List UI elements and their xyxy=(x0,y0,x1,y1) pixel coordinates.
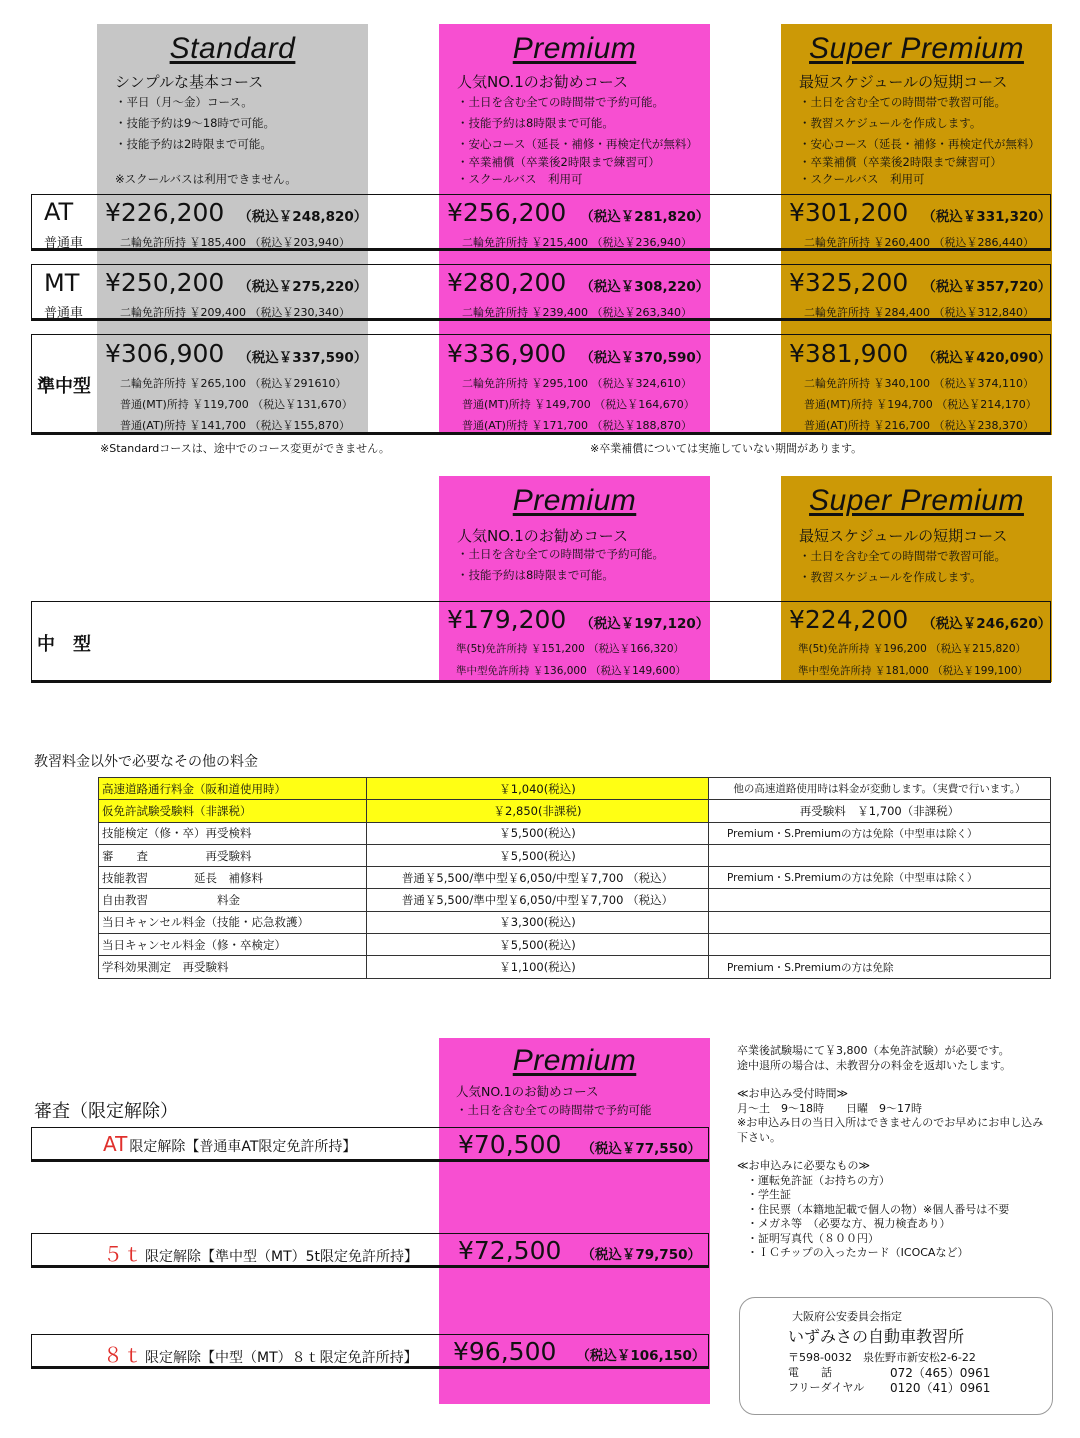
table-row: 高速道路通行料金（阪和道使用時） ￥1,040(税込) 他の高速道路使用時は料金が変動します。（実費で行います。） xyxy=(99,778,1051,800)
limit-label: ５ｔ 限定解除【準中型（MT）5t限定免許所持】 xyxy=(103,1242,419,1266)
course-desc: 人気NO.1のお勧めコース xyxy=(457,527,628,545)
course-bullet: ・安心コース（延長・補修・再検定代が無料） xyxy=(799,137,1040,151)
price-sub: 普通(AT)所持 ￥141,700 （税込￥155,870） xyxy=(120,419,350,432)
price-sub: 二輪免許所持 ￥260,400 （税込￥286,440） xyxy=(804,236,1034,249)
course-desc: 人気NO.1のお勧めコース xyxy=(457,73,628,91)
course-title: Premium xyxy=(512,484,637,517)
price-super-medium: ¥224,200 （税込￥246,620） xyxy=(789,605,1052,634)
school-tel-label: 電 話 xyxy=(788,1366,832,1379)
info-block: 卒業後試験場にて￥3,800（本免許試験）が必要です。 途中退所の場合は、未教習分の料金を返却いたします。 ≪お申込み受付時間≫ 月～土 9～18時 日曜 9～17時 ※お申込み日の当日入所はできませんのでお早めにお申し込み 下さい。 ≪お申込みに必要なもの≫ ・運転免許証（お持ちの方） ・学生証 ・住民票（本籍地記載で個人の物）※個人番号は不要 ・メガネ等 （必要な方、視力検査あり） ・証明写真代（８００円） ・ＩＣチップの入ったカード（ICOCAなど） xyxy=(737,1044,1044,1259)
course-note: ※スクールバスは利用できません。 xyxy=(115,172,297,186)
school-designation: 大阪府公安委員会指定 xyxy=(792,1310,902,1323)
price-sub: 普通(MT)所持 ￥149,700 （税込￥164,670） xyxy=(462,398,695,411)
limit-premium-header xyxy=(439,1038,710,1128)
table-row: 学科効果測定 再受験料 ￥1,100(税込) Premium・S.Premiumの方は免除 xyxy=(99,956,1051,978)
school-free-label: フリーダイヤル xyxy=(788,1381,865,1394)
course-title: Premium xyxy=(512,1044,637,1077)
course-bullet: ・土日を含む全ての時間帯で予約可能。 xyxy=(457,547,664,561)
course-bullet: ・土日を含む全ての時間帯で予約可能。 xyxy=(457,95,664,109)
limit-price-8t: ¥96,500 （税込￥106,150） xyxy=(453,1337,706,1366)
course-bullet: ・技能予約は9～18時で可能。 xyxy=(115,116,275,130)
medium-super-header xyxy=(781,476,1052,601)
price-standard-mt: ¥250,200 （税込￥275,220） xyxy=(105,268,368,297)
course-bullet: ・技能予約は2時限まで可能。 xyxy=(115,137,272,151)
row-label: AT xyxy=(44,198,74,226)
course-desc: シンプルな基本コース xyxy=(115,73,264,91)
course-bullet: ・土日を含む全ての時間帯で教習可能。 xyxy=(799,95,1006,109)
price-sub: 準(5t)免許所持 ￥196,200 （税込￥215,820） xyxy=(798,643,1027,655)
row-sublabel: 普通車 xyxy=(44,306,84,321)
price-sub: 普通(AT)所持 ￥216,700 （税込￥238,370） xyxy=(804,419,1034,432)
price-sub: 二輪免許所持 ￥265,100 （税込￥291610） xyxy=(120,377,347,390)
course-bullet: ・土日を含む全ての時間帯で予約可能 xyxy=(456,1103,652,1117)
limit-heading: 審査（限定解除） xyxy=(34,1101,178,1122)
course-bullet: ・教習スケジュールを作成します。 xyxy=(799,116,982,130)
price-super-mt: ¥325,200 （税込￥357,720） xyxy=(789,268,1052,297)
course-title: Standard xyxy=(169,32,296,65)
course-bullet: ・技能予約は8時限まで可能。 xyxy=(457,568,614,582)
fees-table xyxy=(98,777,1051,979)
super-premium-header xyxy=(781,24,1052,194)
course-bullet: ・スクールバス 利用可 xyxy=(799,172,925,186)
table-row: 自由教習 料金 普通￥5,500/準中型￥6,050/中型￥7,700 （税込） xyxy=(99,889,1051,911)
course-desc: 最短スケジュールの短期コース xyxy=(799,527,1008,545)
course-bullet: ・技能予約は8時限まで可能。 xyxy=(457,116,614,130)
price-standard-at: ¥226,200 （税込￥248,820） xyxy=(105,198,368,227)
price-sub: 普通(MT)所持 ￥119,700 （税込￥131,670） xyxy=(120,398,353,411)
medium-premium-header xyxy=(439,476,710,601)
price-sub: 二輪免許所持 ￥215,400 （税込￥236,940） xyxy=(462,236,692,249)
row-label: MT xyxy=(44,269,80,297)
course-bullet: ・安心コース（延長・補修・再検定代が無料） xyxy=(457,137,698,151)
course-title: Super Premium xyxy=(809,484,1024,517)
price-sub: 二輪免許所持 ￥185,400 （税込￥203,940） xyxy=(120,236,350,249)
price-sub: 二輪免許所持 ￥284,400 （税込￥312,840） xyxy=(804,306,1034,319)
price-sub: 準中型免許所持 ￥181,000 （税込￥199,100） xyxy=(798,665,1029,677)
school-address: 〒598-0032 泉佐野市新安松2-6-22 xyxy=(788,1351,976,1364)
table-row: 技能検定（修・卒）再受検料 ￥5,500(税込) Premium・S.Premiumの方は免除（中型車は除く） xyxy=(99,822,1051,844)
price-sub: 二輪免許所持 ￥239,400 （税込￥263,340） xyxy=(462,306,692,319)
fees-title: 教習料金以外で必要なその他の料金 xyxy=(34,754,258,770)
course-title: Premium xyxy=(512,32,637,65)
price-sub: 準(5t)免許所持 ￥151,200 （税込￥166,320） xyxy=(456,643,685,655)
price-sub: 二輪免許所持 ￥295,100 （税込￥324,610） xyxy=(462,377,692,390)
course-desc: 人気NO.1のお勧めコース xyxy=(456,1084,599,1099)
limit-label: AT 限定解除【普通車AT限定免許所持】 xyxy=(103,1132,357,1156)
limit-label: ８ｔ 限定解除【中型（MT）８ｔ限定免許所持】 xyxy=(103,1343,418,1367)
price-sub: 二輪免許所持 ￥340,100 （税込￥374,110） xyxy=(804,377,1034,390)
standard-header xyxy=(97,24,368,194)
premium-header xyxy=(439,24,710,194)
school-free[interactable]: 0120（41）0961 xyxy=(890,1381,991,1395)
course-bullet: ・平日（月～金）コース。 xyxy=(115,95,253,109)
row-label: 中 型 xyxy=(37,634,91,655)
table-row: 仮免許試験受験料（非課税） ￥2,850(非課税) 再受験料 ￥1,700（非課税） xyxy=(99,800,1051,822)
course-bullet: ・スクールバス 利用可 xyxy=(457,172,583,186)
price-standard-semi: ¥306,900 （税込￥337,590） xyxy=(105,339,368,368)
table-row: 当日キャンセル料金（修・卒検定） ￥5,500(税込) xyxy=(99,934,1051,956)
table-row: 審 査 再受験料 ￥5,500(税込) xyxy=(99,844,1051,866)
price-premium-semi: ¥336,900 （税込￥370,590） xyxy=(447,339,710,368)
price-sub: 準中型免許所持 ￥136,000 （税込￥149,600） xyxy=(456,665,687,677)
course-bullet: ・教習スケジュールを作成します。 xyxy=(799,570,982,584)
price-super-semi: ¥381,900 （税込￥420,090） xyxy=(789,339,1052,368)
course-bullet: ・土日を含む全ての時間帯で教習可能。 xyxy=(799,549,1006,563)
row-label: 準中型 xyxy=(37,376,91,397)
row-sublabel: 普通車 xyxy=(44,236,84,251)
price-premium-at: ¥256,200 （税込￥281,820） xyxy=(447,198,710,227)
school-tel[interactable]: 072（465）0961 xyxy=(890,1366,991,1380)
course-bullet: ・卒業補償（卒業後2時限まで練習可） xyxy=(799,155,1002,169)
price-premium-mt: ¥280,200 （税込￥308,220） xyxy=(447,268,710,297)
price-super-at: ¥301,200 （税込￥331,320） xyxy=(789,198,1052,227)
price-sub: 二輪免許所持 ￥209,400 （税込￥230,340） xyxy=(120,306,350,319)
price-sub: 普通(AT)所持 ￥171,700 （税込￥188,870） xyxy=(462,419,692,432)
price-sub: 普通(MT)所持 ￥194,700 （税込￥214,170） xyxy=(804,398,1037,411)
limit-price-at: ¥70,500 （税込￥77,550） xyxy=(458,1130,701,1159)
course-title: Super Premium xyxy=(809,32,1024,65)
school-name: いずみさの自動車教習所 xyxy=(788,1327,965,1346)
standard-change-note: ※Standardコースは、途中でのコース変更ができません。 xyxy=(100,442,390,455)
limit-price-5t: ¥72,500 （税込￥79,750） xyxy=(458,1236,701,1265)
table-row: 当日キャンセル料金（技能・応急救護） ￥3,300(税込) xyxy=(99,911,1051,933)
course-bullet: ・卒業補償（卒業後2時限まで練習可） xyxy=(457,155,660,169)
price-premium-medium: ¥179,200 （税込￥197,120） xyxy=(447,605,710,634)
course-desc: 最短スケジュールの短期コース xyxy=(799,73,1008,91)
school-card xyxy=(739,1297,1053,1415)
graduation-note: ※卒業補償については実施していない期間があります。 xyxy=(590,442,863,455)
table-row: 技能教習 延長 補修料 普通￥5,500/準中型￥6,050/中型￥7,700 （税込） Premium・S.Premiumの方は免除（中型車は除く） xyxy=(99,867,1051,889)
